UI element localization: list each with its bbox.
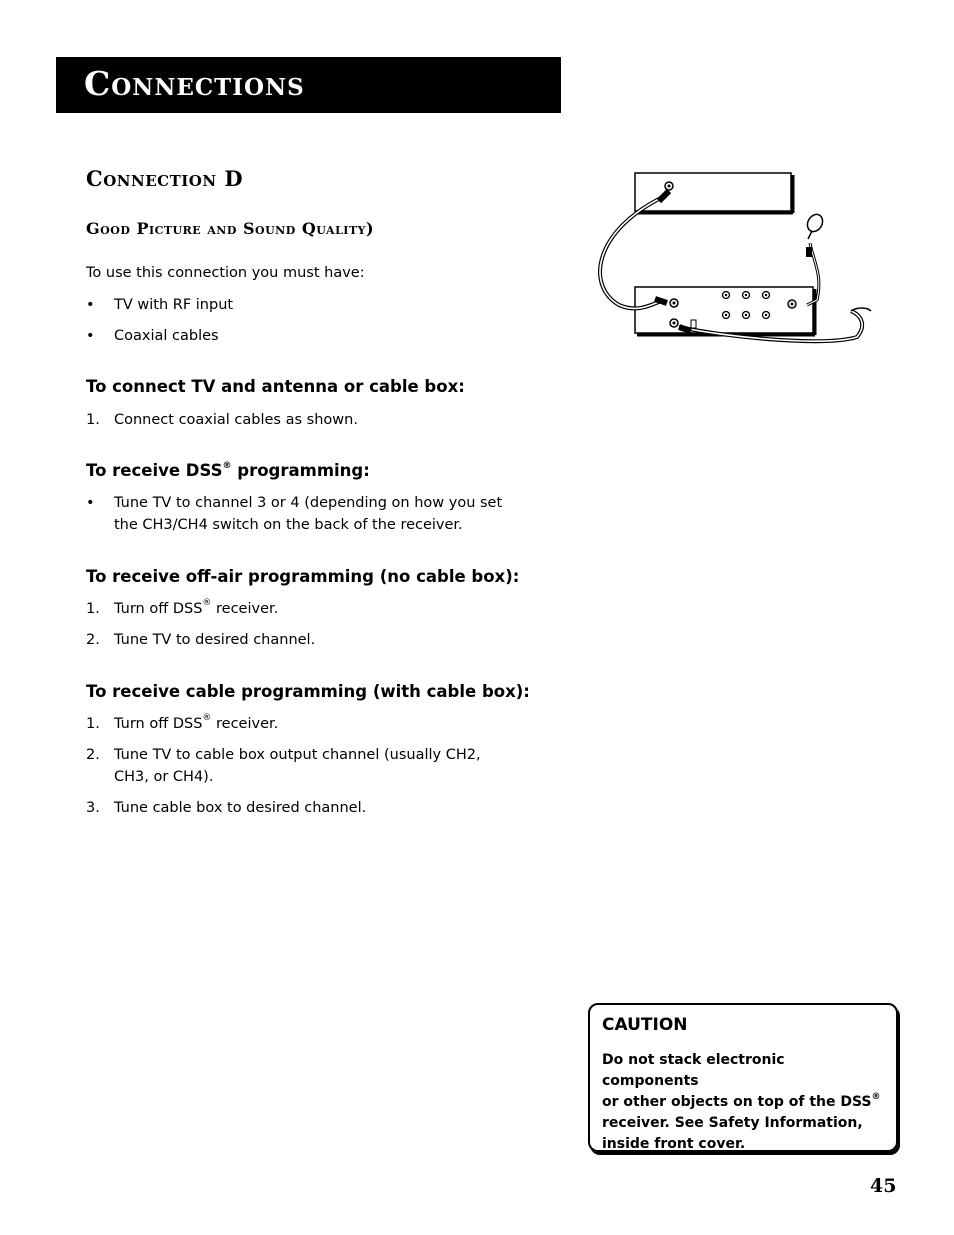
registered-mark: ® — [871, 1092, 881, 1102]
page-header-title: Connections — [84, 64, 305, 103]
cable-step: Tune cable box to desired channel. — [114, 800, 367, 816]
caution-text — [602, 1050, 882, 1155]
step-marker: 1. — [86, 412, 100, 428]
step-marker: 1. — [86, 716, 100, 732]
offair-step: Tune TV to desired channel. — [114, 632, 316, 648]
cable-step-line: CH3, or CH4). — [114, 769, 214, 785]
offair-step — [114, 598, 514, 620]
step-marker: 2. — [86, 632, 100, 648]
connect-step: Connect coaxial cables as shown. — [114, 412, 358, 428]
caution-box — [588, 1003, 898, 1152]
receiver-back-panel — [635, 287, 815, 335]
registered-mark: ® — [202, 598, 212, 608]
intro-text: To use this connection you must have: — [86, 265, 365, 281]
caution-line: receiver. See Safety Information, — [602, 1115, 863, 1131]
step-text: receiver. — [211, 601, 279, 617]
requirement-item: TV with RF input — [114, 297, 234, 313]
dss-heading-text: programming: — [231, 461, 370, 480]
caution-line-text: or other objects on top of the DSS — [602, 1094, 872, 1110]
step-marker: 3. — [86, 800, 100, 816]
dss-heading-text: To receive DSS — [86, 461, 223, 480]
bullet-marker: • — [86, 297, 95, 313]
requirement-item: Coaxial cables — [114, 328, 219, 344]
bullet-marker: • — [86, 328, 95, 344]
section-subtitle: Good Picture and Sound Quality) — [86, 219, 375, 238]
caution-title: CAUTION — [602, 1015, 688, 1035]
dss-heading — [86, 461, 370, 480]
caution-line: Do not stack electronic components — [602, 1052, 785, 1089]
step-text: Turn off DSS — [114, 601, 203, 617]
step-marker: 1. — [86, 601, 100, 617]
step-text: receiver. — [211, 716, 279, 732]
registered-mark: ® — [202, 713, 212, 723]
bullet-marker: • — [86, 495, 95, 511]
registered-mark: ® — [222, 461, 232, 471]
dss-item-line: Tune TV to channel 3 or 4 (depending on how you set — [114, 495, 503, 511]
dss-item-line: the CH3/CH4 switch on the back of the receiver. — [114, 517, 463, 533]
connection-diagram — [575, 165, 885, 345]
section-title: Connection D — [86, 166, 244, 191]
connect-heading: To connect TV and antenna or cable box: — [86, 377, 465, 396]
offair-heading: To receive off-air programming (no cable box): — [86, 567, 520, 586]
tv-back-panel — [635, 173, 793, 213]
caution-line — [602, 1092, 882, 1113]
page-number: 45 — [870, 1175, 897, 1197]
caution-line: inside front cover. — [602, 1136, 746, 1152]
step-marker: 2. — [86, 747, 100, 763]
header-bar — [56, 57, 561, 113]
step-text: Turn off DSS — [114, 716, 203, 732]
cable-heading: To receive cable programming (with cable box): — [86, 682, 530, 701]
cable-step — [114, 713, 514, 735]
cable-step-line: Tune TV to cable box output channel (usually CH2, — [114, 747, 481, 763]
